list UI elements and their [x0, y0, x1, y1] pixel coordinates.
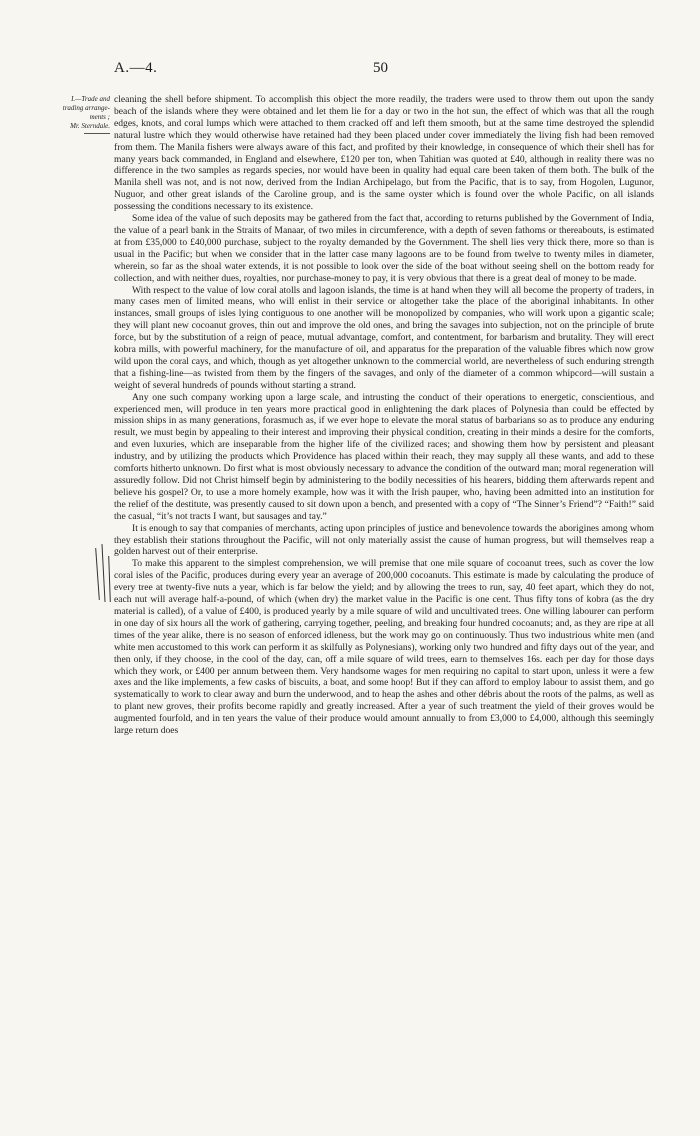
- paragraph: cleaning the shell before shipment. To accomplish this object the more readily, the traders were used to throw them out upon the sandy beach of the islands where they were obtained and let them lie for a day or two in the hot sun, the effect of which was that all the rough edges, knots, and coral lumps which were attached to them cracked off and left them smooth, but at the same time destroyed the splendid natural lustre which they would otherwise have retained had they been placed under cover immediately the living fish had been removed from them. The Manila fishers were always aware of this fact, and profited by their knowledge, in consequence of which their shell has for many years back commanded, in England and elsewhere, £120 per ton, when Tahitian was quoted at £40, although in reality there was no difference in the two samples as regards species, nor would have been in quality had equal care been taken of them both. The bulk of the Manila shell was not, and is not now, derived from the Indian Archipelago, but from the Pacific, that is to say, from Hogolen, Lugunor, Nuguor, and other great islands of the Caroline group, and is the same oyster which is found over the whole Pacific, on all islands possessing the conditions necessary to its existence.: [114, 94, 654, 213]
- paragraph: To make this apparent to the simplest comprehension, we will premise that one mile square of cocoanut trees, such as cover the low coral isles of the Pacific, produces during every year an average of 200,000 cocoanuts. This estimate is made by calculating the produce of every tree at twenty-five nuts a year, which is far below the yield; and by allowing the trees to run, say, 40 feet apart, which they do not, each nut will average half-a-pound, of which (when dry) the market value in the Pacific is one cent. Thus fifty tons of kobra (as the dry material is called), of a value of £400, is produced yearly by a mile square of wild and uncultivated trees. One willing labourer can perform in one day of six hours all the work of gathering, carrying together, peeling, and breaking four hundred cocoanuts; and, as they are ripe at all times of the year alike, there is no season of enforced idleness, but the work may go on continuously. Thus two industrious white men (and white men accustomed to this work can perform it as skilfully as Polynesians), working only two hundred and fifty days out of the year, and then only, if they choose, in the cool of the day, can, off a mile square of wild trees, earn to themselves 16s. each per day for those days which they work, or £400 per annum between them. Very handsome wages for men requiring no capital to start upon, unless it were a few axes and the like implements, a few casks of biscuits, a boat, and some hoop! But if they can afford to employ labour to assist them, and go systematically to work to clear away and burn the underwood, and to heap the ashes and other débris about the roots of the palms, as well as to plant new groves, their profits become rapidly and greatly increased. After a year of such treatment the yield of their groves would be augmented fourfold, and in ten years the value of their produce would amount annually to from £3,000 to £4,000, although this seemingly large return does: [114, 558, 654, 737]
- paragraph: Some idea of the value of such deposits may be gathered from the fact that, according to returns published by the Government of India, the value of a pearl bank in the Straits of Manaar, of two miles in circumference, with a depth of seven fathoms or thereabouts, is estimated at from £35,000 to £40,000 purchase, subject to the royalty demanded by the Government. The shell lies very thick there, more so than is usual in the Pacific; but when we consider that in the latter case many lagoons are to be found from twelve to twenty miles in diameter, wherein, so far as the shoal water extends, it is not possible to look over the side of the boat without seeing shell on the bottom ready for collection, and with neither dues, royalties, nor purchase-money to pay, it is very obvious that there is a great deal of money to be made.: [114, 213, 654, 284]
- page-number: 50: [373, 60, 388, 76]
- margin-note: [56, 95, 110, 134]
- margin-note-rule: [84, 133, 110, 134]
- paragraph: With respect to the value of low coral atolls and lagoon islands, the time is at hand when they will all become the property of traders, in many cases men of limited means, who will enlist in their service or altogether take the place of the aboriginal inhabitants. In other instances, small groups of isles lying contiguous to one another will be monopolized by companies, who will work upon a gigantic scale; they will plant new cocoanut groves, thin out and improve the old ones, and bring the savages into subjection, not on the principle of brute force, but by the substitution of a reign of peace, mutual advantage, comfort, and contentment, for barbarism and brutality. They will erect kobra mills, with powerful machinery, for the manufacture of oil, and apparatus for the preparation of the valuable fibres which now grow wild upon the coral cays, and which, though as yet altogether unknown to the commercial world, are nevertheless of such enduring strength that a fishing-line—as twisted from them by the fingers of the savages, and only of the diameter of a common whipcord—will sustain a weight of several hundreds of pounds without starting a strand.: [114, 284, 654, 391]
- margin-note-line: trading arrange-: [62, 104, 110, 112]
- paragraph: It is enough to say that companies of merchants, acting upon principles of justice and benevolence towards the aborigines among whom they establish their stations throughout the Pacific, will not only materially assist the cause of human progress, but will themselves reap a golden harvest out of their enterprise.: [114, 522, 654, 558]
- margin-note-line: ments ;: [89, 113, 110, 121]
- pencil-mark: [108, 556, 111, 602]
- margin-note-line: Mr. Sterndale.: [70, 122, 110, 130]
- pencil-mark: [95, 548, 100, 600]
- page-reference: A.—4.: [114, 60, 158, 76]
- margin-note-line: I.—Trade and: [71, 95, 110, 103]
- pencil-mark: [101, 544, 105, 602]
- body-text: [114, 94, 654, 737]
- paragraph: Any one such company working upon a large scale, and intrusting the conduct of their operations to energetic, conscientious, and experienced men, will produce in ten years more practical good in enlightening the dark places of Polynesia than could be effected by mission ships in as many generations, forasmuch as, if we ever hope to elevate the moral status of barbarians so as to produce any enduring result, we must begin by appealing to their interest and improving their physical condition, creating in their minds a desire for the comforts, and even luxuries, which are inseparable from the higher life of the civilized races; and showing them how by persistent and pleasant industry, and by utilizing the products which Providence has placed within their reach, they may supply all these wants, and add to these comforts hitherto unknown. Do first what is most obviously necessary to advance the condition of the outward man; moral regeneration will assuredly follow. Did not Christ himself begin by administering to the bodily necessities of his hearers, bidding them afterwards repent and believe his gospel? Or, to use a more homely example, how was it with the Irish pauper, who, having been admitted into an institution for the relief of the destitute, was presently caused to sit down upon a bench, and presented with a copy of “The Sinner’s Friend”? “Faith!” said the casual, “it’s not tracts I want, but sausages and tay.”: [114, 391, 654, 522]
